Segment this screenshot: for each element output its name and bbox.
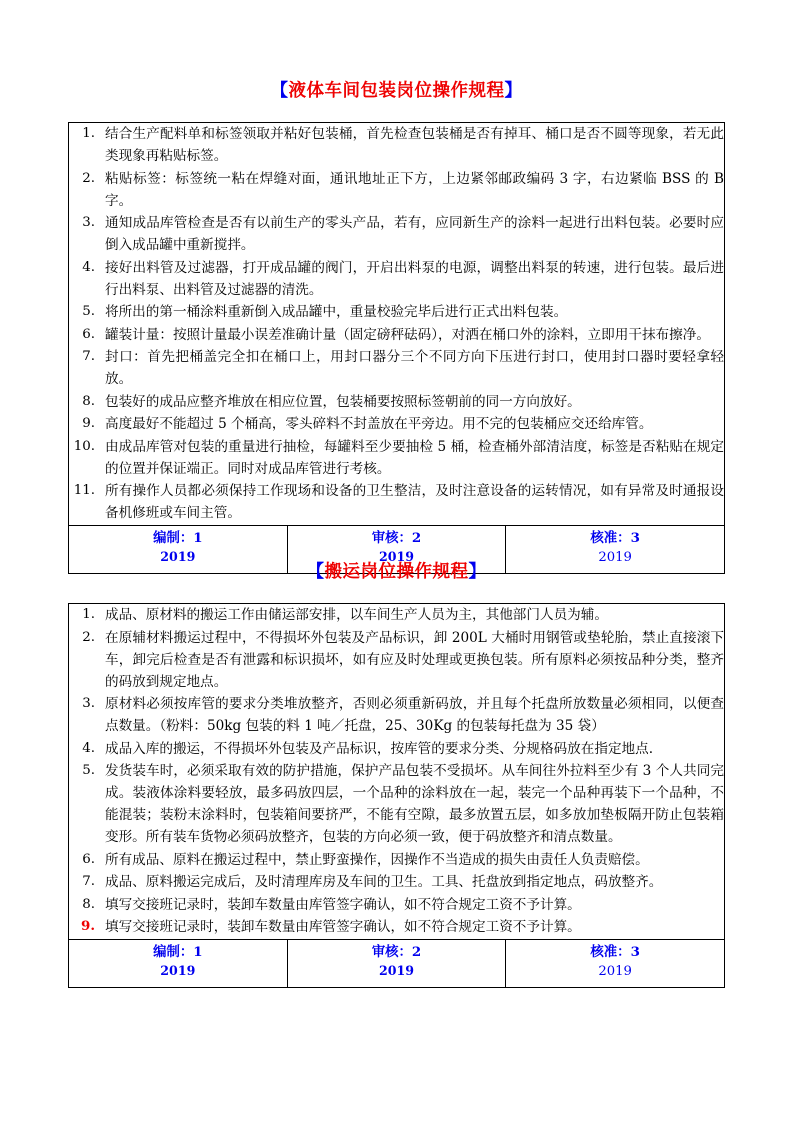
title-bracket-close: 】 (504, 81, 523, 101)
rule-text: 原材料必须按库管的要求分类堆放整齐，否则必须重新码放，并且每个托盘所放数量必须相同，以便查点数量。（粉料：50kg 包装的料 1 吨／托盘，25、30Kg 的包装每托盘为 35 袋） (105, 696, 724, 735)
rule-item (69, 480, 724, 524)
rule-item (69, 693, 724, 737)
rule-text: 高度最好不能超过 5 个桶高，零头碎料不封盖放在平旁边。用不完的包装桶应交还给库管。 (105, 416, 653, 433)
rule-item (69, 324, 724, 346)
signoff-role-prepared: 编制：1 (153, 943, 203, 960)
rule-item (69, 212, 724, 256)
rule-text: 所有操作人员都必须保持工作现场和设备的卫生整洁，及时注意设备的运转情况，如有异常及时通报设备机修班或车间主管。 (105, 483, 724, 522)
rule-item (69, 391, 724, 413)
rule-item (69, 413, 724, 435)
rule-text: 成品、原料搬运完成后，及时清理库房及车间的卫生。工具、托盘放到指定地点，码放整齐。 (105, 874, 663, 891)
rule-text: 所有成品、原料在搬运过程中，禁止野蛮操作，因操作不当造成的损失由责任人负责赔偿。 (105, 851, 649, 868)
rule-text: 成品入库的搬运，不得损坏外包装及产品标识，按库管的要求分类、分规格码放在指定地点. (105, 740, 654, 757)
title-bracket-open: 【 (306, 562, 325, 582)
rule-number: 1. (82, 607, 95, 622)
rule-number: 7. (82, 874, 95, 890)
rule-text: 由成品库管对包装的重量进行抽检，每罐料至少要抽检 5 桶，检查桶外部清洁度，标签是否粘贴在规定的位置并保证端正。同时对成品库管进行考核。 (105, 438, 724, 477)
rule-number: 4. (82, 259, 95, 275)
title-bracket-open: 【 (270, 81, 289, 101)
signoff-year-approved: 2019 (598, 964, 632, 980)
rule-number: 6. (82, 851, 95, 867)
rule-item (69, 738, 724, 760)
signoff-year-prepared: 2019 (160, 963, 196, 979)
rule-text: 接好出料管及过滤器，打开成品罐的阀门，开启出料泵的电源，调整出料泵的转速，进行包装。最后进行出料泵、出料管及过滤器的清洗。 (105, 259, 724, 298)
rule-item (69, 871, 724, 893)
rule-text: 粘贴标签：标签统一粘在焊缝对面，通讯地址正下方，上边紧邻邮政编码 3 字，右边紧临 BSS 的 B 字。 (105, 170, 724, 209)
title-text: 液体车间包装岗位操作规程 (288, 81, 505, 101)
signoff-role-approved: 核准：3 (590, 943, 640, 960)
section-1-rules-list (69, 123, 724, 524)
rule-item (69, 916, 724, 938)
title-bracket-close: 】 (468, 562, 487, 582)
rule-number: 11. (73, 483, 95, 499)
rule-text: 通知成品库管检查是否有以前生产的零头产品，若有，应同新生产的涂料一起进行出料包装。必要时应倒入成品罐中重新搅拌。 (105, 215, 724, 254)
section-1-table (68, 122, 725, 574)
rule-number: 4. (82, 740, 95, 756)
rule-text: 包装好的成品应整齐堆放在相应位置，包装桶要按照标签朝前的同一方向放好。 (105, 393, 581, 410)
signoff-cell-approved (506, 939, 725, 987)
rule-text: 填写交接班记录时，装卸车数量由库管签字确认，如不符合规定工资不予计算。 (105, 896, 581, 913)
rule-text: 发货装车时，必须采取有效的防护措施，保护产品包装不受损坏。从车间往外拉料至少有 3 个人共同完成。装液体涂料要轻放，最多码放四层，一个品种的涂料放在一起，装完一个品种再装下一个品种，不能混装；装粉末涂料时，包装箱间要挤严，不能有空隙，最多放置五层，如多放加垫板隔开防止包装箱变形。所有装车货物必须码放整齐，包装的方向必须一致，便于码放整齐和清点数量。 (105, 763, 724, 846)
rule-text: 填写交接班记录时，装卸车数量由库管签字确认，如不符合规定工资不予计算。 (105, 919, 581, 936)
section-2-body-row (69, 604, 725, 940)
signoff-role-approved: 核准：3 (590, 529, 640, 546)
rule-text: 将所出的第一桶涂料重新倒入成品罐中，重量校验完毕后进行正式出料包装。 (105, 304, 568, 321)
rule-text: 在原辅材料搬运过程中，不得损坏外包装及产品标识，卸 200L 大桶时用钢管或垫轮胎，禁止直接滚下车，卸完后检查是否有泄露和标识损坏，如有应及时处理或更换包装。所有原料必须按品种分类，整齐的码放到规定地点。 (105, 629, 724, 690)
rule-text: 成品、原材料的搬运工作由储运部安排，以车间生产人员为主，其他部门人员为辅。 (105, 607, 608, 623)
rule-number: 8. (82, 896, 95, 912)
rule-number: 8. (82, 393, 95, 409)
signoff-cell-reviewed (287, 939, 506, 987)
signoff-year-approved: 2019 (598, 550, 632, 566)
rule-number: 2. (82, 629, 95, 645)
rule-item (69, 168, 724, 212)
signoff-year-reviewed: 2019 (378, 549, 415, 565)
section-1-body-row (69, 123, 725, 526)
section-2-table (68, 603, 725, 988)
rule-number: 10. (73, 438, 95, 454)
rule-number: 3. (82, 215, 95, 231)
rule-item (69, 894, 724, 916)
title-text: 搬运岗位操作规程 (324, 562, 469, 582)
rule-number: 2. (82, 170, 95, 186)
section-2-signoff-row (69, 939, 725, 987)
signoff-role-prepared: 编制：1 (153, 529, 203, 546)
rule-number: 6. (82, 326, 95, 342)
section-2-title (0, 561, 793, 584)
rule-item (69, 436, 724, 480)
rule-number: 9. (81, 918, 95, 935)
rule-item (69, 849, 724, 871)
signoff-role-reviewed: 审核：2 (371, 943, 422, 960)
rule-item (69, 123, 724, 167)
rule-item (69, 604, 724, 626)
signoff-year-prepared: 2019 (160, 549, 196, 565)
rule-text: 封口：首先把桶盖完全扣在桶口上，用封口器分三个不同方向下压进行封口，使用封口器时要轻拿轻放。 (105, 349, 724, 388)
section-1-title (0, 80, 793, 103)
section-1-rules-cell (69, 123, 725, 526)
rule-text: 罐装计量：按照计量最小误差准确计量（固定磅秤砝码），对洒在桶口外的涂料，立即用干抹布擦净。 (105, 326, 710, 343)
rule-item (69, 760, 724, 848)
rule-item (69, 257, 724, 301)
signoff-cell-prepared (69, 939, 288, 987)
rule-number: 5. (82, 763, 95, 779)
section-2-rules-list (69, 604, 724, 938)
rule-number: 9. (82, 416, 95, 432)
rule-number: 3. (82, 696, 95, 712)
rule-text: 结合生产配料单和标签领取并粘好包装桶，首先检查包装桶是否有掉耳、桶口是否不圆等现象，若无此类现象再粘贴标签。 (105, 126, 724, 165)
signoff-year-reviewed: 2019 (378, 963, 415, 979)
rule-item (69, 346, 724, 390)
rule-number: 7. (82, 349, 95, 365)
rule-item (69, 627, 724, 693)
rule-item (69, 301, 724, 323)
rule-number: 1. (82, 126, 95, 141)
signoff-role-reviewed: 审核：2 (371, 529, 422, 546)
section-2-rules-cell (69, 604, 725, 940)
rule-number: 5. (82, 304, 95, 320)
